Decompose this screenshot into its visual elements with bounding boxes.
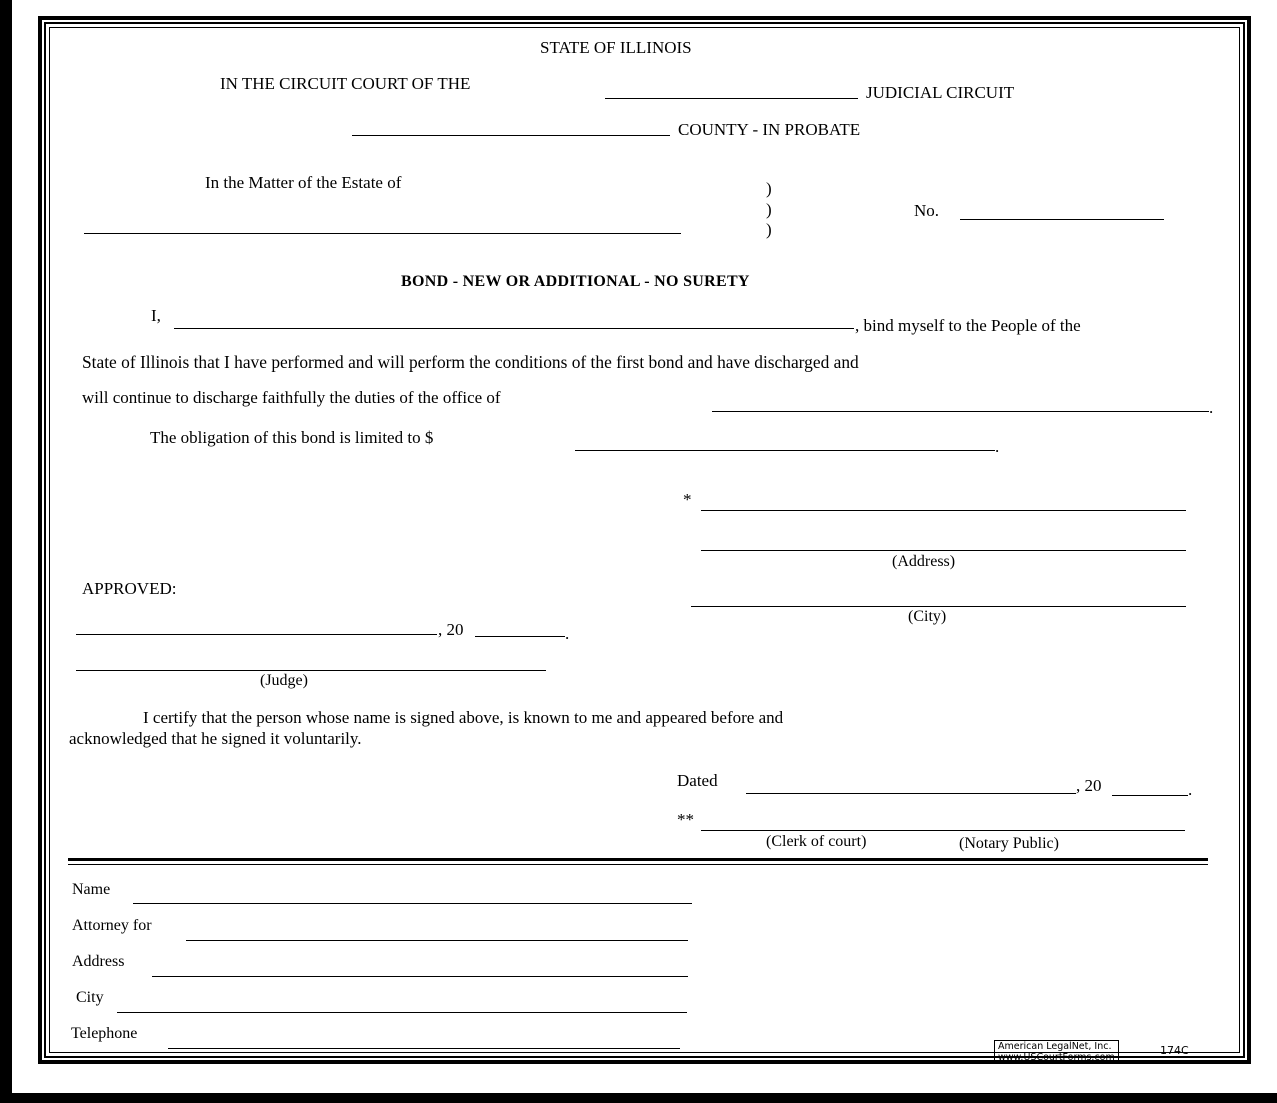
attorney-for-field[interactable]	[186, 940, 688, 941]
attorney-name-label: Name	[72, 881, 111, 898]
dated-year-field[interactable]	[1112, 795, 1188, 796]
estate-name-field[interactable]	[84, 233, 681, 234]
body-line2: State of Illinois that I have performed and will perform the conditions of the first bond and have discharged and	[82, 352, 859, 372]
caption-paren-2: )	[766, 200, 772, 219]
county-suffix: COUNTY - IN PROBATE	[678, 120, 861, 139]
approval-year-end: .	[565, 624, 570, 643]
caption-paren-1: )	[766, 179, 772, 198]
county-field[interactable]	[352, 135, 670, 136]
court-prefix: IN THE CIRCUIT COURT OF THE	[220, 74, 471, 93]
approved-label: APPROVED:	[82, 579, 177, 598]
publisher-stamp	[994, 1040, 1119, 1064]
case-number-field[interactable]	[960, 219, 1164, 220]
attorney-for-label: Attorney for	[72, 917, 152, 934]
dated-field[interactable]	[746, 793, 1076, 794]
attorney-telephone-label: Telephone	[71, 1025, 138, 1042]
judge-signature-field[interactable]	[76, 670, 546, 671]
clerk-double-asterisk: **	[677, 810, 694, 829]
approval-year-prefix: , 20	[438, 620, 464, 639]
signature-asterisk: *	[683, 490, 692, 509]
attorney-city-field[interactable]	[117, 1012, 687, 1013]
approval-year-field[interactable]	[475, 636, 565, 637]
dated-label: Dated	[677, 771, 718, 790]
form-title: BOND - NEW OR ADDITIONAL - NO SURETY	[401, 273, 750, 290]
court-suffix: JUDICIAL CIRCUIT	[866, 83, 1015, 102]
dated-year-prefix: , 20	[1076, 776, 1102, 795]
body-line3: will continue to discharge faithfully the duties of the office of	[82, 388, 501, 407]
clerk-caption: (Clerk of court)	[766, 833, 867, 850]
obligation-end: .	[995, 437, 1000, 456]
publisher-name: American LegalNet, Inc.	[998, 1041, 1112, 1052]
signature-field[interactable]	[701, 510, 1186, 511]
obligation-label: The obligation of this bond is limited to $	[150, 428, 434, 447]
form-number: 174C	[1160, 1044, 1189, 1057]
certification-line2: acknowledged that he signed it voluntarily.	[69, 729, 362, 748]
i-label: I,	[151, 306, 161, 325]
section-divider-thick	[68, 858, 1208, 861]
office-field[interactable]	[712, 411, 1209, 412]
section-divider-thin	[68, 864, 1208, 865]
estate-label: In the Matter of the Estate of	[205, 173, 402, 192]
case-number-label: No.	[914, 201, 940, 220]
attorney-city-label: City	[76, 989, 104, 1006]
signer-address-field[interactable]	[701, 550, 1186, 551]
scan-edge-left	[0, 0, 12, 1103]
attorney-telephone-field[interactable]	[168, 1048, 680, 1049]
city-caption: (City)	[908, 608, 947, 625]
body-line1-tail: , bind myself to the People of the	[855, 316, 1081, 335]
scan-edge-bottom	[0, 1093, 1277, 1103]
principal-name-field[interactable]	[174, 328, 854, 329]
certification-line1: I certify that the person whose name is signed above, is known to me and appeared before and	[143, 708, 784, 727]
publisher-url: www.USCourtForms.com	[998, 1052, 1115, 1063]
attorney-address-field[interactable]	[152, 976, 688, 977]
notary-caption: (Notary Public)	[959, 835, 1059, 852]
judge-caption: (Judge)	[260, 672, 308, 689]
clerk-signature-field[interactable]	[701, 830, 1185, 831]
approval-date-field[interactable]	[76, 634, 437, 635]
obligation-amount-field[interactable]	[575, 450, 995, 451]
address-caption: (Address)	[892, 553, 956, 570]
attorney-name-field[interactable]	[133, 903, 692, 904]
attorney-address-label: Address	[72, 953, 125, 970]
caption-paren-3: )	[766, 220, 772, 239]
dated-end: .	[1188, 780, 1193, 799]
judicial-circuit-field[interactable]	[605, 98, 858, 99]
body-line3-end: .	[1209, 398, 1214, 417]
state-heading: STATE OF ILLINOIS	[540, 38, 692, 57]
